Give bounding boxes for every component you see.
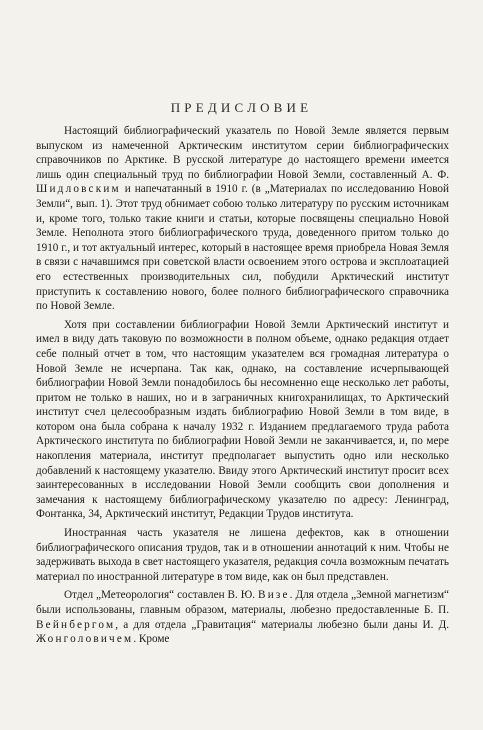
paragraph-1-text-a: Настоящий библиографический указатель по Новой Земле является первым выпуском из намеченной Арктическим институтом серии библиографических справочников по Арктике. В русской литературе до настоящего времени имеется лишь один специальный труд по библиографии Новой Земли, составленный А. Ф.	[36, 125, 449, 181]
author-name-zhongolovich: Жонголовичем	[36, 633, 134, 646]
paragraph-3-text: Иностранная часть указателя не лишена дефектов, как в отношении библиографического описания трудов, так и в отношении аннотаций к ним. Чтобы не задерживать выхода в свет настоящего указателя, редакция сочла возможным печатать материал по иностранной литературе в том виде, как он был представлен.	[36, 527, 450, 583]
paragraph-2-text: Хотя при составлении библиографии Новой Земли Арктический институт и имел в виду дать таковую по возможности в полном объеме, однако редакция отдает себе полный отчет в том, что настоящим указателем вся громадная литература о Новой Земле не исчерпана. Так как, однако, на составление исчерпывающей библиографии Новой Земли понадобилось бы несомненно еще несколько лет работы, притом не только в наших, но и в заграничных книгохранилищах, то Арктический институт счел целесообразным издать библиографию Новой Земли в том виде, в котором она была собрана к началу 1932 г. Изданием предлагаемого труда работа Арктического института по библиографии Новой Земли не заканчивается, и, по мере накопления материала, институт предполагает выпустить одно или несколько добавлений к настоящему указателю. Ввиду этого Арктический институт просит всех заинтересованных в исследовании Новой Земли сообщить свои дополнения и замечания к настоящему библиографическому указателю по адресу: Ленинград, Фонтанка, 34, Арктический институт, Редакции Трудов института.	[36, 318, 449, 521]
author-name-veinberg: Вейнбергом	[36, 618, 116, 631]
page-title: ПРЕДИСЛОВИЕ	[170, 100, 313, 115]
paragraph-1	[36, 124, 449, 314]
author-name-vize: Визе	[258, 589, 290, 602]
paragraph-4-text-b: . Для отдела „Земной магнетизм“ были использованы, главным образом, материалы, любезно предоставленные Б. П.	[36, 589, 449, 616]
paragraph-1-text-b: и напечатанный в 1910 г. (в „Материалах по исследованию Новой Земли“, вып. 1). Этот труд обнимает собою только литературу по русским источникам и, кроме того, только такие книги и статьи, которые посвящены специально Новой Земле. Неполнота этого библиографического труда, доведенного притом только до 1910 г., и тот актуальный интерес, который в настоящее время приобрела Новая Земля в связи с начавшимся при советской власти освоением этого острова и эксплоатацией его естественных производительных сил, побудили Арктический институт приступить к составлению нового, более полного библиографического справочника по Новой Земле.	[36, 183, 449, 313]
paragraph-4	[36, 588, 449, 646]
paragraph-2	[36, 318, 449, 522]
paragraph-4-text-a: Отдел „Метеорология“ составлен В. Ю.	[64, 589, 259, 602]
preface-body	[36, 124, 449, 651]
paragraph-3	[36, 526, 449, 584]
author-name-shidlovsky: Шидловским	[36, 183, 121, 196]
paragraph-4-text-d: . Кроме	[133, 633, 170, 646]
paragraph-4-text-c: , а для отдела „Гравитация“ материалы любезно были даны И. Д.	[115, 618, 449, 631]
